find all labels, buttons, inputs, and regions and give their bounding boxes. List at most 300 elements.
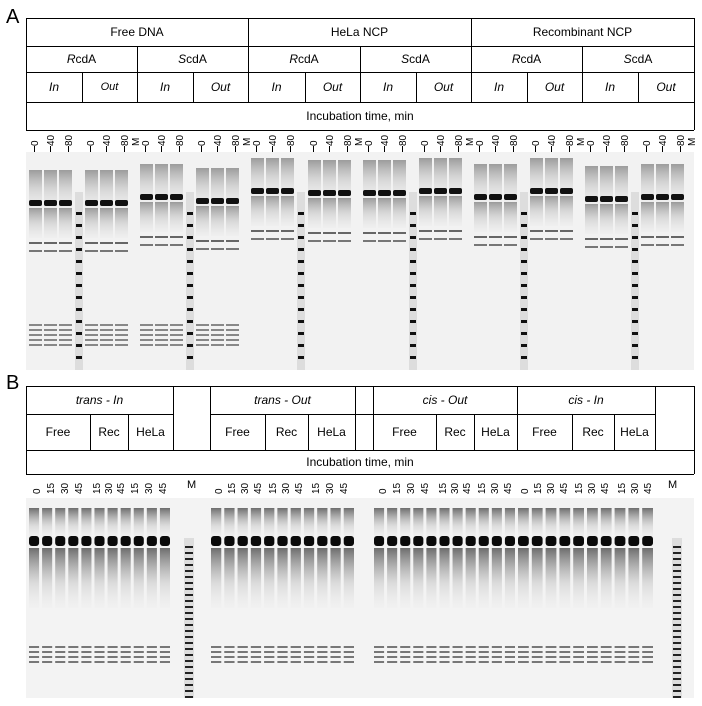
- gel-product-band: [211, 651, 221, 653]
- gel-band: [238, 536, 248, 546]
- gel-smear: [317, 548, 327, 608]
- marker-band: [298, 260, 304, 263]
- gel-smear: [573, 508, 584, 538]
- gel-smear: [434, 196, 447, 226]
- sub-hela: HeLa: [481, 425, 510, 439]
- gel-smear: [134, 548, 144, 608]
- gel-smear: [601, 548, 612, 608]
- gel-product-band: [642, 651, 653, 653]
- gel-band: [226, 248, 239, 250]
- gel-smear: [211, 548, 221, 608]
- gel-band: [505, 536, 515, 546]
- marker-band: [673, 618, 681, 620]
- gel-band: [600, 196, 613, 202]
- gel-band: [211, 198, 224, 204]
- gel-product-band: [94, 661, 104, 663]
- marker-band: [76, 356, 82, 359]
- gel-smear: [68, 508, 78, 538]
- gel-product-band: [140, 324, 153, 326]
- gel-product-band: [277, 646, 287, 648]
- cda-label: S cdA: [401, 52, 430, 66]
- gel-product-band: [134, 661, 144, 663]
- gel-band: [545, 230, 558, 232]
- gel-smear: [59, 208, 72, 238]
- gel-smear: [251, 548, 261, 608]
- gel-product-band: [587, 651, 598, 653]
- gel-product-band: [196, 324, 209, 326]
- gel-product-band: [317, 646, 327, 648]
- gel-smear: [559, 508, 570, 538]
- gel-smear: [546, 508, 557, 538]
- gel-band: [413, 536, 423, 546]
- marker-band: [185, 624, 193, 626]
- gel-smear: [532, 548, 543, 608]
- gel-product-band: [344, 656, 354, 658]
- gel-product-band: [559, 656, 570, 658]
- gel-band: [400, 536, 410, 546]
- gel-product-band: [559, 646, 570, 648]
- gel-smear: [615, 508, 626, 538]
- lane-time-label: 80: [343, 134, 354, 146]
- marker-band: [185, 654, 193, 656]
- gel-band: [266, 230, 279, 232]
- gel-band: [85, 250, 98, 252]
- gel-smear: [505, 508, 515, 538]
- marker-band: [185, 630, 193, 632]
- gel-smear: [559, 548, 570, 608]
- marker-band: [185, 552, 193, 554]
- gel-smear: [374, 508, 384, 538]
- gel-product-band: [615, 651, 626, 653]
- gel-product-band: [400, 651, 410, 653]
- lane-time-label: 45: [158, 482, 169, 494]
- marker-band: [187, 272, 193, 275]
- marker-band: [521, 344, 527, 347]
- gel-band: [419, 230, 432, 232]
- lane-time-label: 45: [643, 482, 654, 494]
- gel-product-band: [573, 651, 584, 653]
- gel-product-band: [155, 339, 168, 341]
- gel-product-band: [85, 334, 98, 336]
- lane-time-label: 45: [339, 482, 350, 494]
- gel-product-band: [108, 661, 118, 663]
- gel-product-band: [81, 661, 91, 663]
- gel-smear: [291, 508, 301, 538]
- gel-product-band: [587, 646, 598, 648]
- gel-product-band: [453, 651, 463, 653]
- marker-band: [410, 296, 416, 299]
- gel-product-band: [439, 656, 449, 658]
- gel-band: [100, 250, 113, 252]
- lane-time-label: 45: [420, 482, 431, 494]
- gel-band: [170, 194, 183, 200]
- gel-product-band: [400, 661, 410, 663]
- gel-product-band: [642, 661, 653, 663]
- gel-product-band: [453, 661, 463, 663]
- lane-time-label: 0: [141, 140, 152, 146]
- gel-product-band: [615, 656, 626, 658]
- lane-time-label: 45: [74, 482, 85, 494]
- sub-hela: HeLa: [136, 425, 165, 439]
- lane-time-label: 15: [392, 482, 403, 494]
- gel-product-band: [42, 656, 52, 658]
- gel-band: [59, 250, 72, 252]
- lane-time-label: 0: [378, 488, 389, 494]
- gel-smear: [304, 548, 314, 608]
- marker-band: [185, 612, 193, 614]
- marker-band: [673, 582, 681, 584]
- lane-time-label: 0: [86, 140, 97, 146]
- gel-smear: [330, 548, 340, 608]
- marker-band: [187, 248, 193, 251]
- gel-product-band: [115, 339, 128, 341]
- gel-band: [121, 536, 131, 546]
- gel-band: [656, 244, 669, 246]
- gel-band: [308, 190, 321, 196]
- lane-time-label: 30: [546, 482, 557, 494]
- lane-time-label: 15: [617, 482, 628, 494]
- marker-band: [76, 248, 82, 251]
- gel-product-band: [344, 646, 354, 648]
- gel-product-band: [532, 661, 543, 663]
- gel-smear: [419, 196, 432, 226]
- marker-band: [673, 642, 681, 644]
- gel-product-band: [374, 651, 384, 653]
- gel-band: [266, 238, 279, 240]
- gel-smear: [211, 206, 224, 236]
- sub-free: Free: [392, 425, 417, 439]
- gel-smear: [264, 548, 274, 608]
- marker-band: [673, 564, 681, 566]
- marker-band: [521, 236, 527, 239]
- gel-band: [59, 242, 72, 244]
- lane-time-label: 0: [252, 140, 263, 146]
- gel-smear: [344, 508, 354, 538]
- gel-product-band: [155, 344, 168, 346]
- gel-product-band: [518, 661, 529, 663]
- gel-product-band: [426, 656, 436, 658]
- gel-product-band: [492, 646, 502, 648]
- gel-smear: [656, 202, 669, 232]
- lane-time-label: 40: [46, 134, 57, 146]
- marker-band: [76, 224, 82, 227]
- gel-band: [291, 536, 301, 546]
- lane-time-label: 45: [462, 482, 473, 494]
- gel-band: [281, 188, 294, 194]
- gel-product-band: [505, 651, 515, 653]
- gel-smear: [170, 202, 183, 232]
- gel-product-band: [277, 656, 287, 658]
- marker-band: [76, 272, 82, 275]
- gel-product-band: [628, 656, 639, 658]
- gel-product-band: [601, 646, 612, 648]
- gel-product-band: [81, 656, 91, 658]
- gel-band: [304, 536, 314, 546]
- marker-band: [521, 320, 527, 323]
- marker-band: [185, 564, 193, 566]
- marker-band: [185, 636, 193, 638]
- marker-band: [298, 320, 304, 323]
- gel-smear: [387, 508, 397, 538]
- gel-smear: [94, 508, 104, 538]
- gel-band: [338, 240, 351, 242]
- gel-band: [42, 536, 52, 546]
- gel-product-band: [44, 329, 57, 331]
- panel-a-gel-svg: [26, 152, 694, 370]
- marker-band: [632, 236, 638, 239]
- marker-band: [298, 356, 304, 359]
- gel-band: [601, 536, 612, 546]
- gel-band: [155, 194, 168, 200]
- gel-product-band: [642, 646, 653, 648]
- inout-label: In: [604, 80, 615, 94]
- lane-time-label: 30: [240, 482, 251, 494]
- gel-smear: [251, 508, 261, 538]
- gel-smear: [587, 508, 598, 538]
- gel-product-band: [224, 651, 234, 653]
- gel-product-band: [224, 661, 234, 663]
- gel-product-band: [532, 656, 543, 658]
- lane-time-label: 0: [475, 140, 486, 146]
- gel-smear: [479, 508, 489, 538]
- gel-product-band: [29, 656, 39, 658]
- gel-smear: [439, 508, 449, 538]
- lane-time-label: 0: [309, 140, 320, 146]
- gel-band: [115, 200, 128, 206]
- gel-product-band: [29, 324, 42, 326]
- gel-smear: [400, 548, 410, 608]
- marker-band: [185, 642, 193, 644]
- sub-rec: Rec: [582, 425, 604, 439]
- gel-smear: [304, 508, 314, 538]
- marker-band: [673, 660, 681, 662]
- gel-smear: [628, 548, 639, 608]
- gel-product-band: [170, 344, 183, 346]
- gel-product-band: [439, 651, 449, 653]
- marker-band: [76, 212, 82, 215]
- sub-free: Free: [532, 425, 557, 439]
- gel-smear: [29, 208, 42, 238]
- marker-band: [185, 684, 193, 686]
- gel-product-band: [59, 344, 72, 346]
- lane-time-label: 15: [533, 482, 544, 494]
- gel-band: [374, 536, 384, 546]
- gel-product-band: [134, 656, 144, 658]
- sub-free: Free: [225, 425, 250, 439]
- marker-band: [185, 588, 193, 590]
- gel-smear: [453, 548, 463, 608]
- gel-smear: [277, 508, 287, 538]
- gel-product-band: [155, 334, 168, 336]
- gel-band: [393, 232, 406, 234]
- gel-band: [277, 536, 287, 546]
- gel-product-band: [68, 651, 78, 653]
- gel-band: [338, 232, 351, 234]
- gel-band: [44, 242, 57, 244]
- gel-product-band: [147, 661, 157, 663]
- gel-band: [224, 536, 234, 546]
- gel-band: [560, 188, 573, 194]
- gel-product-band: [426, 661, 436, 663]
- lane-time-label: 15: [130, 482, 141, 494]
- gel-smear: [100, 208, 113, 238]
- gel-product-band: [466, 656, 476, 658]
- marker-band: [673, 636, 681, 638]
- gel-smear: [479, 548, 489, 608]
- gel-smear: [374, 548, 384, 608]
- gel-smear: [546, 548, 557, 608]
- gel-product-band: [100, 344, 113, 346]
- inout-label: Out: [656, 80, 676, 94]
- marker-band: [673, 654, 681, 656]
- gel-smear: [338, 198, 351, 228]
- gel-product-band: [134, 651, 144, 653]
- gel-band: [419, 188, 432, 194]
- gel-smear: [29, 508, 39, 538]
- marker-lane-label: M: [576, 137, 587, 146]
- gel-product-band: [224, 646, 234, 648]
- gel-band: [100, 242, 113, 244]
- gel-smear: [344, 548, 354, 608]
- gel-smear: [530, 196, 543, 226]
- gel-smear: [308, 198, 321, 228]
- gel-product-band: [81, 651, 91, 653]
- marker-band: [298, 212, 304, 215]
- marker-lane: [631, 192, 639, 370]
- gel-smear: [628, 508, 639, 538]
- gel-smear: [642, 508, 653, 538]
- lane-time-label: 40: [157, 134, 168, 146]
- gel-product-band: [121, 651, 131, 653]
- marker-band: [298, 332, 304, 335]
- gel-band: [266, 188, 279, 194]
- gel-smear: [474, 202, 487, 232]
- marker-band: [76, 284, 82, 287]
- gel-band: [29, 200, 42, 206]
- lane-time-label: 40: [658, 134, 669, 146]
- gel-product-band: [211, 646, 221, 648]
- gel-smear: [615, 548, 626, 608]
- marker-lane-label: M: [354, 137, 365, 146]
- marker-band: [410, 260, 416, 263]
- gel-band: [393, 190, 406, 196]
- gel-product-band: [160, 646, 170, 648]
- gel-product-band: [492, 656, 502, 658]
- gel-band: [474, 244, 487, 246]
- marker-band: [185, 666, 193, 668]
- group-hela-ncp: HeLa NCP: [330, 25, 389, 39]
- gel-product-band: [505, 656, 515, 658]
- inout-label: In: [382, 80, 393, 94]
- gel-band: [559, 536, 570, 546]
- marker-lane-label: M: [242, 137, 253, 146]
- gel-product-band: [304, 646, 314, 648]
- gel-product-band: [29, 334, 42, 336]
- gel-product-band: [291, 656, 301, 658]
- gel-smear: [466, 508, 476, 538]
- gel-band: [419, 238, 432, 240]
- gel-product-band: [59, 329, 72, 331]
- gel-band: [439, 536, 449, 546]
- sub-rec: Rec: [275, 425, 298, 439]
- lane-time-label: 30: [60, 482, 71, 494]
- gel-smear: [378, 198, 391, 228]
- marker-band: [673, 696, 681, 698]
- gel-product-band: [518, 646, 529, 648]
- gel-smear: [317, 508, 327, 538]
- gel-smear: [266, 196, 279, 226]
- marker-band: [673, 594, 681, 596]
- gel-product-band: [211, 661, 221, 663]
- gel-product-band: [304, 656, 314, 658]
- gel-product-band: [68, 661, 78, 663]
- gel-product-band: [426, 651, 436, 653]
- gel-band: [94, 536, 104, 546]
- gel-band: [85, 242, 98, 244]
- marker-band: [187, 284, 193, 287]
- sub-hela: HeLa: [317, 425, 346, 439]
- marker-band: [185, 690, 193, 692]
- gel-smear: [108, 508, 118, 538]
- gel-product-band: [155, 324, 168, 326]
- gel-product-band: [453, 646, 463, 648]
- marker-band: [187, 356, 193, 359]
- gel-smear: [94, 548, 104, 608]
- gel-band: [434, 230, 447, 232]
- gel-product-band: [147, 656, 157, 658]
- gel-band: [308, 232, 321, 234]
- cda-label: R cdA: [66, 52, 97, 66]
- gel-smear: [615, 204, 628, 234]
- marker-band: [298, 344, 304, 347]
- gel-smear: [155, 202, 168, 232]
- gel-smear: [585, 204, 598, 234]
- lane-time-label: 80: [64, 134, 75, 146]
- gel-product-band: [224, 656, 234, 658]
- gel-product-band: [211, 324, 224, 326]
- gel-product-band: [108, 651, 118, 653]
- gel-smear: [160, 508, 170, 538]
- marker-band: [632, 320, 638, 323]
- panel-a-gel-image: [26, 152, 694, 370]
- marker-band: [673, 612, 681, 614]
- gel-smear: [671, 202, 684, 232]
- marker-band: [76, 332, 82, 335]
- lane-time-label: 15: [227, 482, 238, 494]
- gel-smear: [44, 208, 57, 238]
- marker-band: [187, 308, 193, 311]
- gel-band: [211, 240, 224, 242]
- gel-smear: [504, 202, 517, 232]
- gel-smear: [601, 508, 612, 538]
- gel-product-band: [615, 646, 626, 648]
- gel-smear: [387, 548, 397, 608]
- lane-time-label: 80: [620, 134, 631, 146]
- gel-smear: [466, 548, 476, 608]
- gel-product-band: [304, 661, 314, 663]
- lane-time-label: 45: [294, 482, 305, 494]
- gel-product-band: [439, 646, 449, 648]
- gel-product-band: [238, 651, 248, 653]
- gel-band: [44, 200, 57, 206]
- marker-band: [187, 212, 193, 215]
- gel-product-band: [264, 661, 274, 663]
- gel-product-band: [546, 656, 557, 658]
- gel-band: [615, 246, 628, 248]
- gel-band: [585, 238, 598, 240]
- marker-band: [185, 672, 193, 674]
- marker-band: [521, 308, 527, 311]
